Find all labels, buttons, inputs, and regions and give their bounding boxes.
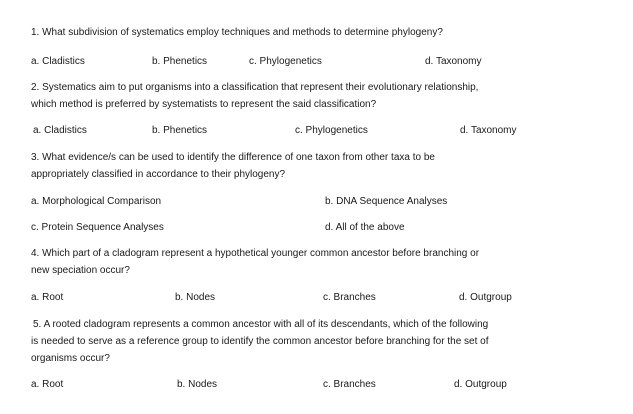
question-5-text-line-3: organisms occur? (31, 353, 110, 364)
question-5-option-a: a. Root (31, 379, 64, 390)
question-4-option-d: d. Outgroup (459, 292, 512, 303)
question-4-text-line-1: 4. Which part of a cladogram represent a hypothetical younger common ancestor before branching or (31, 248, 480, 259)
question-1-text: 1. What subdivision of systematics employ techniques and methods to determine phylogeny? (31, 27, 443, 38)
question-5-text-line-2: is needed to serve as a reference group to identify the common ancestor before branching for the set of (31, 336, 489, 347)
question-3-text-line-2: appropriately classified in accordance to their phylogeny? (31, 169, 286, 180)
question-3-option-d: d. All of the above (325, 222, 405, 233)
question-2-option-c: c. Phylogenetics (295, 125, 368, 136)
question-4-option-b: b. Nodes (175, 292, 216, 303)
question-3-option-a: a. Morphological Comparison (31, 196, 162, 207)
question-5-option-b: b. Nodes (177, 379, 218, 390)
question-4-option-a: a. Root (31, 292, 64, 303)
question-2-text-line-2: which method is preferred by systematists to represent the said classification? (31, 99, 377, 110)
question-1-option-c: c. Phylogenetics (249, 56, 322, 67)
question-2-option-b: b. Phenetics (152, 125, 208, 136)
question-4-text-line-2: new speciation occur? (31, 265, 130, 276)
question-4-option-c: c. Branches (323, 292, 376, 303)
question-5-text-line-1: 5. A rooted cladogram represents a common ancestor with all of its descendants, which of the following (33, 319, 489, 330)
question-2-text-line-1: 2. Systematics aim to put organisms into a classification that represent their evolutionary relationship, (31, 82, 479, 93)
question-3-text-line-1: 3. What evidence/s can be used to identify the difference of one taxon from other taxa to be (31, 152, 435, 163)
question-1-option-a: a. Cladistics (31, 56, 85, 67)
question-1-option-d: d. Taxonomy (425, 56, 482, 67)
question-3-option-c: c. Protein Sequence Analyses (31, 222, 164, 233)
question-2-option-a: a. Cladistics (33, 125, 87, 136)
question-5-option-c: c. Branches (323, 379, 376, 390)
question-1-option-b: b. Phenetics (152, 56, 208, 67)
question-5-option-d: d. Outgroup (454, 379, 507, 390)
question-3-option-b: b. DNA Sequence Analyses (325, 196, 448, 207)
question-2-option-d: d. Taxonomy (460, 125, 517, 136)
